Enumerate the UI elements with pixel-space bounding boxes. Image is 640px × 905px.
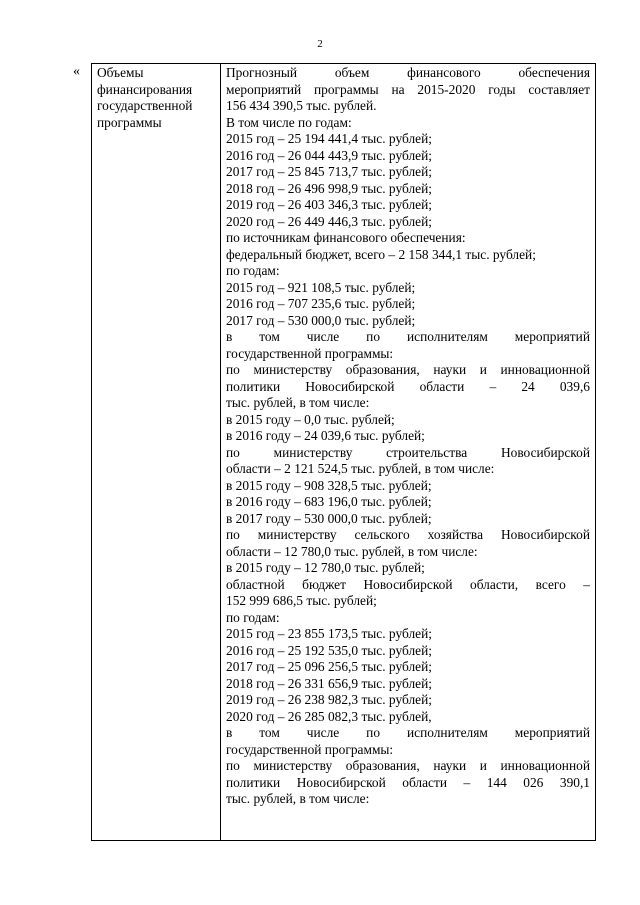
content-line: в 2015 году – 12 780,0 тыс. рублей; <box>226 560 425 575</box>
content-line: области – 2 121 524,5 тыс. рублей, в том числе: <box>226 461 495 476</box>
content-line: по министерству сельского хозяйства Новосибирской <box>226 527 590 542</box>
content-line: 2018 год – 26 496 998,9 тыс. рублей; <box>226 180 432 196</box>
content-line: в том числе по исполнителям мероприятий <box>226 329 590 344</box>
content-line: по министерству строительства Новосибирской <box>226 444 590 460</box>
content-line: государственной программы: <box>226 741 394 757</box>
content-line: 2019 год – 26 403 346,3 тыс. рублей; <box>226 197 432 212</box>
content-line: 152 999 686,5 тыс. рублей; <box>226 593 377 608</box>
content-line: 2020 год – 26 285 082,3 тыс. рублей, <box>226 708 432 724</box>
content-line: в 2015 году – 0,0 тыс. рублей; <box>226 411 395 427</box>
content-line: 2018 год – 26 331 656,9 тыс. рублей; <box>226 675 432 691</box>
content-line: 2017 год – 25 845 713,7 тыс. рублей; <box>226 164 432 179</box>
content-line: по годам: <box>226 609 280 625</box>
content-line: 2016 год – 707 235,6 тыс. рублей; <box>226 296 416 311</box>
content-line: 2016 год – 25 192 535,0 тыс. рублей; <box>226 642 432 658</box>
content-line: мероприятий программы на 2015-2020 годы составляет <box>226 81 590 97</box>
content-line: 156 434 390,5 тыс. рублей. <box>226 98 377 113</box>
content-line: 2015 год – 25 194 441,4 тыс. рублей; <box>226 131 432 146</box>
content-line: 2016 год – 26 044 443,9 тыс. рублей; <box>226 147 432 163</box>
content-line: В том числе по годам: <box>226 114 352 130</box>
content-line: 2017 год – 530 000,0 тыс. рублей; <box>226 312 416 328</box>
page-number: 2 <box>317 38 323 50</box>
content-line: в 2016 году – 683 196,0 тыс. рублей; <box>226 494 432 509</box>
financing-table <box>91 63 596 841</box>
opening-quote-mark: « <box>73 64 80 79</box>
content-line: в 2015 году – 908 328,5 тыс. рублей; <box>226 477 432 493</box>
content-line: областной бюджет Новосибирской области, всего – <box>226 576 590 592</box>
content-line: 2020 год – 26 449 446,3 тыс. рублей; <box>226 213 432 229</box>
content-line: тыс. рублей, в том числе: <box>226 395 370 410</box>
content-line: государственной программы: <box>226 345 394 361</box>
content-line: по министерству образования, науки и инновационной <box>226 758 590 773</box>
content-line: 2015 год – 23 855 173,5 тыс. рублей; <box>226 626 432 641</box>
table-label-cell: Объемы финансирования государственной программы <box>92 64 221 840</box>
content-line: в 2017 году – 530 000,0 тыс. рублей; <box>226 510 432 526</box>
content-line: федеральный бюджет, всего – 2 158 344,1 тыс. рублей; <box>226 246 536 262</box>
content-line: по министерству образования, науки и инновационной <box>226 362 590 377</box>
content-line: по годам: <box>226 263 280 278</box>
content-line: области – 12 780,0 тыс. рублей, в том числе: <box>226 543 478 559</box>
content-line: в том числе по исполнителям мероприятий <box>226 725 590 740</box>
content-line: 2017 год – 25 096 256,5 тыс. рублей; <box>226 659 432 674</box>
content-line: политики Новосибирской области – 24 039,6 <box>226 378 590 394</box>
content-line: тыс. рублей, в том числе: <box>226 791 370 806</box>
content-line: 2015 год – 921 108,5 тыс. рублей; <box>226 279 416 295</box>
table-content-cell <box>221 64 595 840</box>
content-line: 2019 год – 26 238 982,3 тыс. рублей; <box>226 692 432 707</box>
content-line: по источникам финансового обеспечения: <box>226 230 466 245</box>
content-line: политики Новосибирской области – 144 026 390,1 <box>226 774 590 790</box>
content-line: в 2016 году – 24 039,6 тыс. рублей; <box>226 428 425 443</box>
content-line: Прогнозный объем финансового обеспечения <box>226 65 590 80</box>
